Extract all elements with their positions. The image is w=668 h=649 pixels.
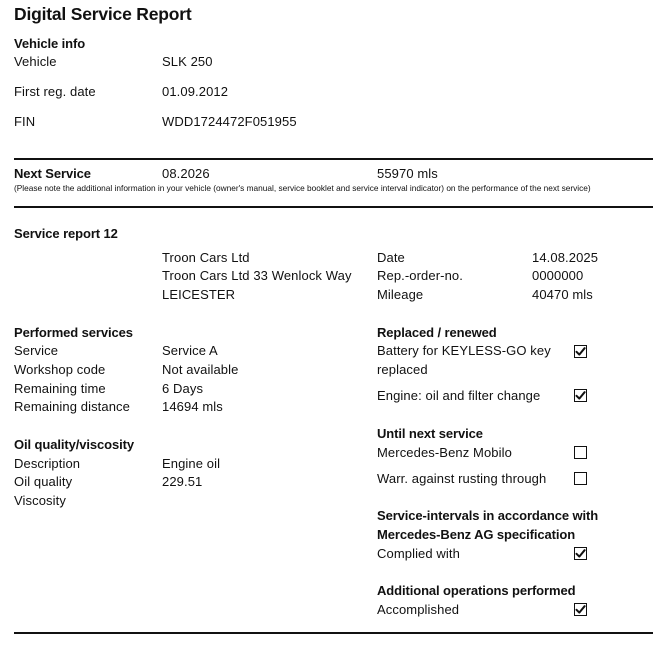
divider-top bbox=[14, 158, 653, 160]
next-service-date: 08.2026 bbox=[162, 166, 210, 181]
rep-order-value: 0000000 bbox=[532, 268, 584, 283]
service-report-heading: Service report 12 bbox=[14, 226, 118, 241]
checkmark-icon bbox=[575, 346, 586, 357]
dealer-name: Troon Cars Ltd bbox=[162, 250, 250, 265]
divider-bottom bbox=[14, 632, 653, 634]
dealer-address: Troon Cars Ltd 33 Wenlock Way bbox=[162, 268, 352, 283]
oil-filter-change-label: Engine: oil and filter change bbox=[377, 388, 541, 403]
accomplished-label: Accomplished bbox=[377, 602, 460, 617]
oil-description-value: Engine oil bbox=[162, 456, 221, 471]
fin-value: WDD1724472F051955 bbox=[162, 114, 297, 129]
date-value: 14.08.2025 bbox=[532, 250, 599, 265]
service-label: Service bbox=[14, 343, 59, 358]
first-reg-date-value: 01.09.2012 bbox=[162, 84, 229, 99]
remaining-time-label: Remaining time bbox=[14, 381, 106, 396]
oil-heading: Oil quality/viscosity bbox=[14, 437, 134, 452]
date-label: Date bbox=[377, 250, 405, 265]
keyless-battery-label: Battery for KEYLESS-GO key bbox=[377, 343, 551, 358]
until-next-heading: Until next service bbox=[377, 426, 483, 441]
oil-quality-value: 229.51 bbox=[162, 474, 203, 489]
next-service-note: (Please note the additional information in your vehicle (owner's manual, service booklet and service interval indicator) on the performance of the next service) bbox=[14, 183, 591, 193]
vehicle-value: SLK 250 bbox=[162, 54, 213, 69]
vehicle-label: Vehicle bbox=[14, 54, 57, 69]
complied-with-checkbox[interactable] bbox=[574, 547, 587, 560]
remaining-time-value: 6 Days bbox=[162, 381, 204, 396]
rep-order-label: Rep.-order-no. bbox=[377, 268, 463, 283]
first-reg-date-label: First reg. date bbox=[14, 84, 96, 99]
keyless-battery-checkbox[interactable] bbox=[574, 345, 587, 358]
intervals-heading-line2: Mercedes-Benz AG specification bbox=[377, 527, 576, 542]
checkmark-icon bbox=[575, 604, 586, 615]
vehicle-info-heading: Vehicle info bbox=[14, 36, 86, 51]
rust-warranty-label: Warr. against rusting through bbox=[377, 471, 547, 486]
next-service-mileage: 55970 mls bbox=[377, 166, 438, 181]
remaining-distance-value: 14694 mls bbox=[162, 399, 223, 414]
mileage-label: Mileage bbox=[377, 287, 424, 302]
workshop-code-value: Not available bbox=[162, 362, 239, 377]
rust-warranty-checkbox[interactable] bbox=[574, 472, 587, 485]
intervals-heading-line1: Service-intervals in accordance with bbox=[377, 508, 599, 523]
checkmark-icon bbox=[575, 548, 586, 559]
oil-filter-change-checkbox[interactable] bbox=[574, 389, 587, 402]
remaining-distance-label: Remaining distance bbox=[14, 399, 130, 414]
accomplished-checkbox[interactable] bbox=[574, 603, 587, 616]
divider-mid bbox=[14, 206, 653, 208]
checkmark-icon bbox=[575, 390, 586, 401]
oil-description-label: Description bbox=[14, 456, 81, 471]
next-service-label: Next Service bbox=[14, 166, 91, 181]
workshop-code-label: Workshop code bbox=[14, 362, 106, 377]
mobilo-checkbox[interactable] bbox=[574, 446, 587, 459]
viscosity-label: Viscosity bbox=[14, 493, 66, 508]
mobilo-label: Mercedes-Benz Mobilo bbox=[377, 445, 512, 460]
oil-quality-label: Oil quality bbox=[14, 474, 73, 489]
report-title: Digital Service Report bbox=[14, 4, 192, 24]
service-value: Service A bbox=[162, 343, 218, 358]
dealer-city: LEICESTER bbox=[162, 287, 236, 302]
additional-ops-heading: Additional operations performed bbox=[377, 583, 576, 598]
performed-services-heading: Performed services bbox=[14, 325, 133, 340]
complied-with-label: Complied with bbox=[377, 546, 460, 561]
keyless-battery-label-cont: replaced bbox=[377, 362, 428, 377]
fin-label: FIN bbox=[14, 114, 36, 129]
mileage-value: 40470 mls bbox=[532, 287, 593, 302]
replaced-heading: Replaced / renewed bbox=[377, 325, 497, 340]
